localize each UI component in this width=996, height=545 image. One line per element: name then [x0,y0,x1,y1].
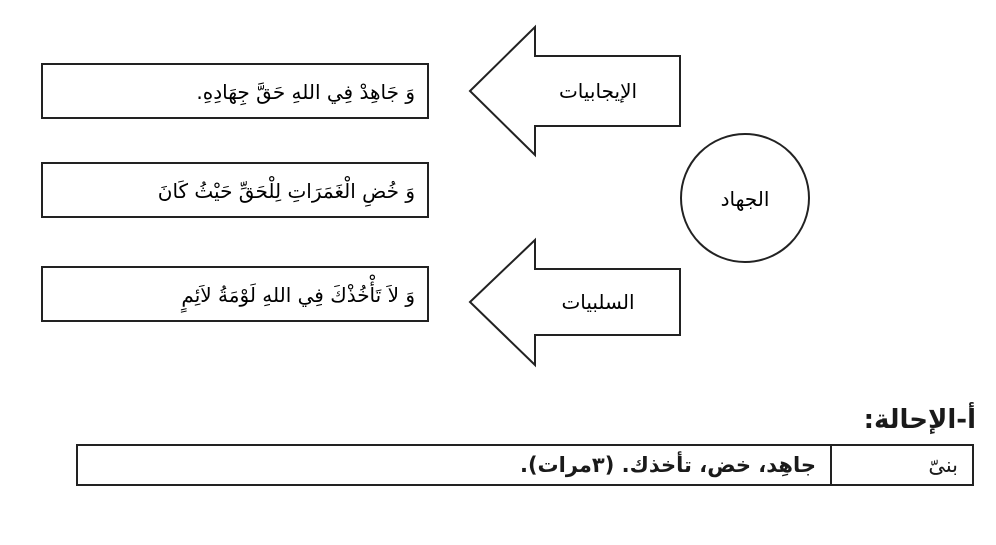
center-circle [681,134,809,262]
text-box-1-label: وَ جَاهِدْ فِي اللهِ حَقَّ جِهَادِهِ. [196,80,415,104]
text-box-2-label: وَ خُضِ الْغَمَرَاتِ لِلْحَقِّ حَيْثُ كَانَ [157,179,415,203]
text-box-3-label: وَ لاَ تَأْخُذْكَ فِي اللهِ لَوْمَةُ لاَئِمٍ [181,283,415,307]
positive-arrow [470,27,680,155]
reference-table-value: جاهِد، خض، تأخذك. (٣مرات). [519,453,816,477]
center-circle-label: الجهاد [720,187,770,211]
reference-table-label: بنىّ [830,446,972,484]
section-heading: أ-الإحالة: [863,405,976,435]
positive-arrow-label: الإيجابيات [558,79,638,103]
text-box-1 [42,64,428,118]
text-box-2 [42,163,428,217]
negative-arrow [470,240,680,365]
reference-table [76,444,974,486]
negative-arrow-label: السلبيات [561,290,635,314]
text-box-3 [42,267,428,321]
